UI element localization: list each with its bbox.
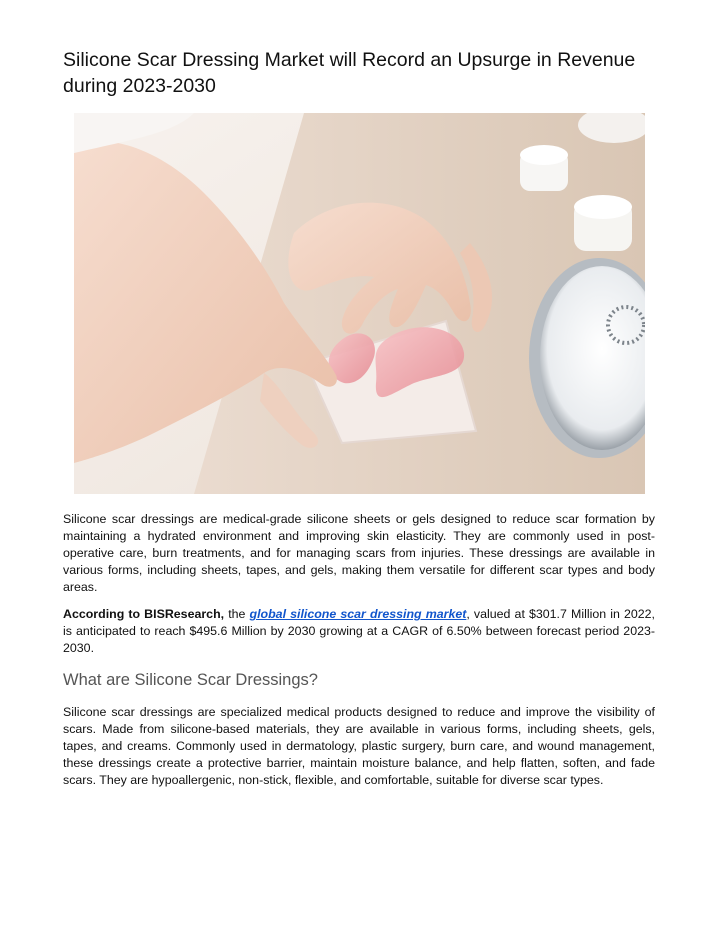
page-title: Silicone Scar Dressing Market will Record an Upsurge in Revenue during 2023-2030 xyxy=(63,49,636,97)
source-lead: According to BISResearch, xyxy=(63,607,225,621)
market-paragraph xyxy=(63,606,655,657)
intro-paragraph: Silicone scar dressings are medical-grade silicone sheets or gels designed to reduce scar formation by maintaining a hydrated environment and improving skin elasticity. They are commonly used in post-operative care, burn treatments, and for managing scars from injuries. These dressings are available in various forms, including sheets, tapes, and gels, making them versatile for different scar types and body areas. xyxy=(63,512,655,594)
hero-photo xyxy=(74,113,645,494)
text-before-link: the xyxy=(224,607,250,621)
hero-photo-illustration xyxy=(74,113,645,494)
market-report-link[interactable]: global silicone scar dressing market xyxy=(249,607,467,621)
text-after-link: , valued at $301.7 Million in 2022, is anticipated to reach $495.6 Million by 2030 growing at a CAGR of 6.50% between forecast period 2023-2030. xyxy=(63,607,655,655)
definition-paragraph: Silicone scar dressings are specialized medical products designed to reduce and improve the visibility of scars. Made from silicone-based materials, they are available in various forms, including sheets, gels, tapes, and creams. Commonly used in dermatology, plastic surgery, burn care, and wound management, these dressings create a protective barrier, maintain moisture balance, and help flatten, soften, and fade scars. They are hypoallergenic, non-stick, flexible, and comfortable, suitable for diverse scar types. xyxy=(63,705,655,787)
section-heading: What are Silicone Scar Dressings? xyxy=(63,671,318,689)
